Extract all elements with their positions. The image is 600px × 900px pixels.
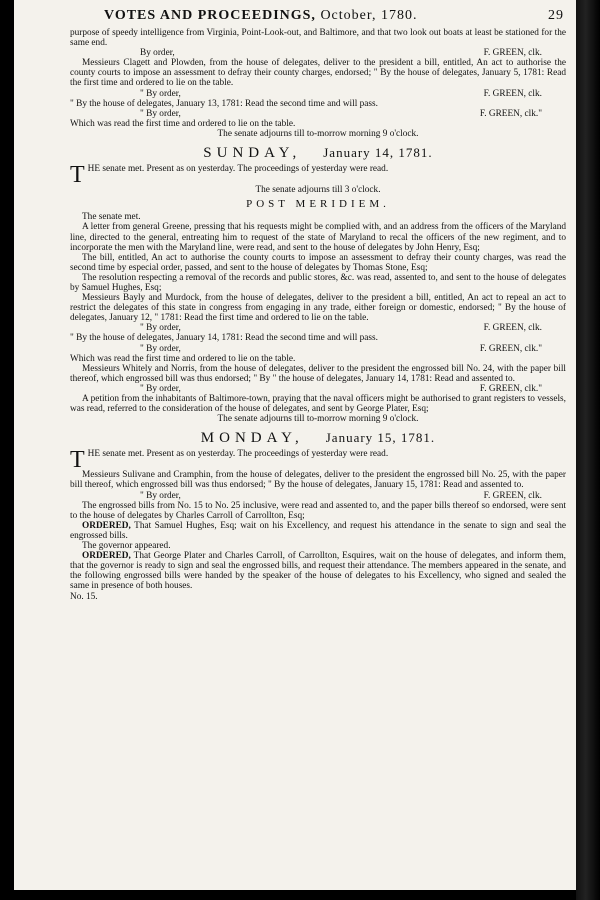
signature-line: " By order, F. GREEN, clk." [140, 108, 542, 119]
signature-line: " By order, F. GREEN, clk. [140, 490, 542, 501]
paragraph: The resolution respecting a removal of the records and public stores, &c. was read, assented to, and sent to the house of delegates by Samuel Hughes, Esq; [70, 272, 566, 293]
signature-line: " By order, F. GREEN, clk." [140, 343, 542, 354]
paragraph: " By the house of delegates, January 14, 1781: Read the second time and will pass. [70, 333, 378, 344]
paragraph: Which was read the first time and ordered to lie on the table. [70, 353, 296, 364]
drop-cap: T [70, 162, 85, 189]
day-heading-sunday: SUNDAY, January 14, 1781. [203, 145, 433, 162]
paragraph: HE senate met. Present as on yesterday. The proceedings of yesterday were read. [87, 449, 389, 460]
paragraph: HE senate met. Present as on yesterday. The proceedings of yesterday were read. [87, 164, 389, 175]
paragraph: The engrossed bills from No. 15 to No. 25 inclusive, were read and assented to, and the paper bills thereof so endorsed, were sent to the house of delegates by Charles Carroll of Carrollton, Esq; [70, 500, 566, 521]
paragraph: The senate met. [82, 212, 141, 223]
paragraph: A petition from the inhabitants of Baltimore-town, praying that the naval officers might be authorised to grant registers to vessels, was read, referred to the consideration of the house of delegates, and sent by George Plater, Esq; [70, 394, 566, 415]
drop-cap: T [70, 447, 85, 474]
adjournment: The senate adjourns till to-morrow morning 9 o'clock. [217, 414, 419, 425]
paragraph: Which was read the first time and ordered to lie on the table. [70, 118, 296, 129]
adjournment: The senate adjourns till to-morrow morning 9 o'clock. [217, 128, 419, 139]
paragraph: The governor appeared. [82, 541, 171, 552]
catchword: No. 15. [70, 591, 98, 602]
paragraph: A letter from general Greene, pressing that his requests might be complied with, and an address from the officers of the Maryland line, directed to the general, entreating him to request of the state of Maryland to recal the officers of the new regiment, and to incorporate the men with the Maryland line, were read, and sent to the house of delegates by John Henry, Esq; [70, 222, 566, 253]
paragraph: Messieurs Sulivane and Cramphin, from the house of delegates, deliver to the president the engrossed bill No. 25, with the paper bill thereof, which engrossed bill was thus endorsed; " By the house of delegates, January 15, 1781: Read and assented to. [70, 470, 566, 491]
running-month: October, 1780. [320, 8, 418, 23]
day-heading-monday: MONDAY, January 15, 1781. [200, 430, 436, 447]
paragraph: Messieurs Clagett and Plowden, from the house of delegates, deliver to the president a bill, entitled, An act to authorise the county courts to impose an assessment to defray their county charges, endorsed; " By the house of delegates, January 5, 1781: Read the first time and ordered to lie on the table. [70, 58, 566, 89]
signature-line: By order, F. GREEN, clk. [140, 48, 542, 59]
paragraph: The bill, entitled, An act to authorise the county courts to impose an assessment to defray their county charges, was read the second time by especial order, passed, and sent to the house of delegates by Thomas Stone, Esq; [70, 252, 566, 273]
running-title: VOTES AND PROCEEDINGS, [104, 8, 316, 23]
document-page [14, 0, 576, 890]
body-text [70, 28, 566, 602]
post-meridiem-heading: POST MERIDIEM. [246, 198, 390, 211]
paragraph: ORDERED, That George Plater and Charles Carroll, of Carrollton, Esquires, wait on the house of delegates, and inform them, that the governor is ready to sign and seal the engrossed bills, and request their attendance. The members appeared in the senate, and the following engrossed bills were handed by the speaker of the house of delegates to his Excellency, who signed and sealed the same in presence of both houses. [70, 551, 567, 592]
paragraph: purpose of speedy intelligence from Virginia, Point-Look-out, and Baltimore, and that two look out boats at least be stationed for the same end. [70, 28, 566, 49]
signature-line: " By order, F. GREEN, clk." [140, 383, 542, 394]
paragraph: " By the house of delegates, January 13, 1781: Read the second time and will pass. [70, 98, 378, 109]
paragraph: Messieurs Whitely and Norris, from the house of delegates, deliver to the president the engrossed bill No. 24, with the paper bill thereof, which engrossed bill was thus endorsed; " By " the house of delegates, January 14, 1781: Read and assented to. [70, 363, 566, 384]
page-number: 29 [548, 8, 564, 23]
scan-edge [576, 0, 600, 900]
ordered-label: ORDERED, [82, 551, 131, 562]
paragraph: Messieurs Bayly and Murdock, from the house of delegates, deliver to the president a bill, entitled, An act to repeal an act to restrict the delegates of this state in congress from engaging in any trade, either foreign or domestic, endorsed; " By the house of delegates, January 12, " 1781: Read the first time and ordered to lie on the table. [70, 293, 566, 324]
signature-line: " By order, F. GREEN, clk. [140, 323, 542, 334]
running-head [104, 8, 564, 24]
ordered-label: ORDERED, [82, 520, 131, 531]
adjournment: The senate adjourns till 3 o'clock. [255, 185, 381, 196]
paragraph: ORDERED, That Samuel Hughes, Esq; wait on his Excellency, and request his attendance in the senate to sign and seal the engrossed bills. [70, 520, 567, 541]
signature-line: " By order, F. GREEN, clk. [140, 88, 542, 99]
